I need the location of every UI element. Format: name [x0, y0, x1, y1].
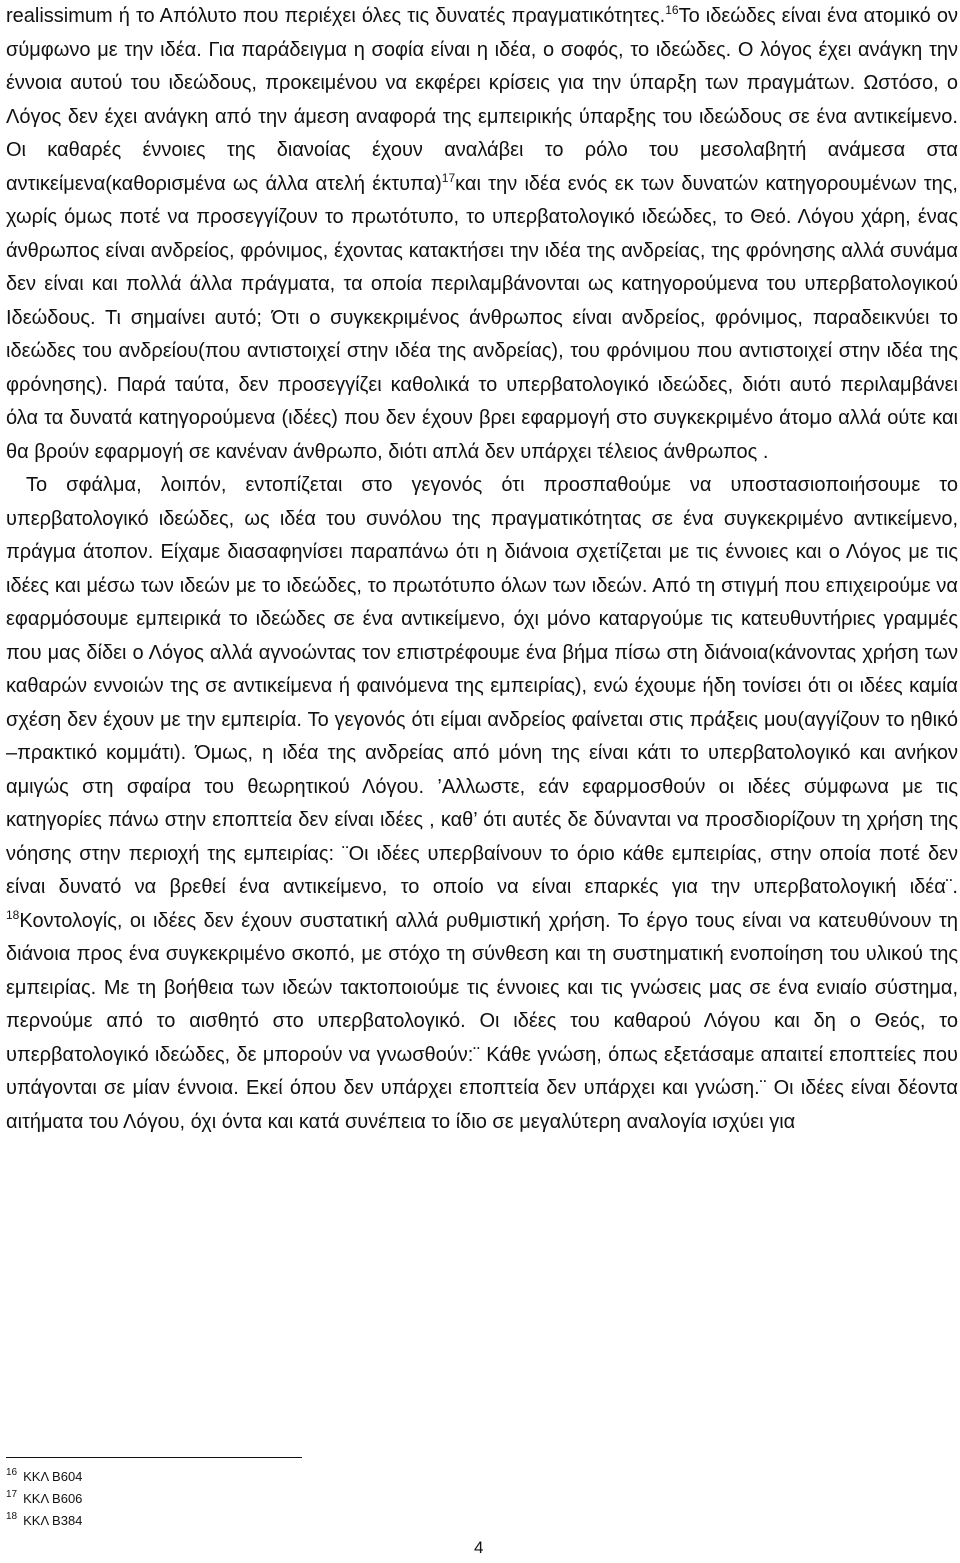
paragraph-2-text-b: Κοντολογίς, οι ιδέες δεν έχουν συστατική αλλά ρυθμιστική χρήση. Το έργο τους είναι να κατευθύνουν τη διάνοια προς ένα συγκεκριμένο σκοπό, με στόχο τη σύνθεση και τη συστηματική ενοποίηση του υλικού της εμπειρίας. Με τη βοήθεια των ιδεών τακτοποιούμε τις έννοιες και τις γνώσεις μας σε ένα ενιαίο σύστημα, περνούμε από το αισθητό στο υπερβατολογικό. Οι ιδέες του καθαρού Λόγου και δη ο Θεός, το υπερβατολογικό ιδεώδες, δε μπορούν να γνωσθούν:¨ Κάθε γνώση, όπως εξετάσαμε απαιτεί εποπτείες που υπάγονται σε μίαν έννοια. Εκεί όπου δεν υπάρχει εποπτεία δεν υπάρχει και γνώση.¨ Οι ιδέες είναι δέοντα αιτήματα του Λόγου, όχι όντα και κατά συνέπεια το ίδιο σε μεγαλύτερη αναλογία ισχύει για [6, 909, 958, 1133]
footnote-16 [6, 1466, 82, 1488]
footnote-ref-16: 16 [665, 3, 679, 17]
footnote-ref-18: 18 [6, 907, 20, 922]
footnote-ref-17: 17 [441, 170, 456, 185]
footnote-text: ΚΚΛ Β606 [23, 1491, 83, 1506]
paragraph-1 [6, 0, 958, 469]
footnotes [6, 1466, 82, 1532]
paragraph-1-text-c: και την ιδέα ενός εκ των δυνατών κατηγορουμένων της, χωρίς όμως ποτέ να προσεγγίζουν το πρωτότυπο, το υπερβατολογικό ιδεώδες, το Θεό. Λόγου χάρη, ένας άνθρωπος είναι ανδρείος, φρόνιμος, έχοντας κατακτήσει την ιδέα της ανδρείας, της φρόνησης αλλά συνάμα δεν είναι και πολλά άλλα πράγματα, τα οποία περιλαμβάνονται ως κατηγορούμενα του υπερβατολογικού Ιδεώδους. Τι σημαίνει αυτό; Ότι ο συγκεκριμένος άνθρωπος είναι ανδρείος, φρόνιμος, παραδεικνύει το ιδεώδες του ανδρείου(που αντιστοιχεί στην ιδέα της ανδρείας), του φρόνιμου που αντιστοιχεί στην ιδέα της φρόνησης). Παρά ταύτα, δεν προσεγγίζει καθολικά το υπερβατολογικό ιδεώδες, διότι αυτό περιλαμβάνει όλα τα δυνατά κατηγορούμενα (ιδέες) που δεν έχουν βρει εφαρμογή στο συγκεκριμένο άτομο αλλά ούτε και θα βρούν εφαρμογή σε κανέναν άνθρωπο, διότι απλά δεν υπάρχει τέλειος άνθρωπος . [6, 172, 958, 463]
page-number: 4 [474, 1538, 484, 1557]
footnote-17 [6, 1488, 82, 1510]
footnote-18 [6, 1510, 82, 1532]
footnote-number: 17 [6, 1489, 18, 1500]
footnote-number: 18 [6, 1511, 18, 1522]
paragraph-1-text-b: Το ιδεώδες είναι ένα ατομικό ον σύμφωνο με την ιδέα. Για παράδειγμα η σοφία είναι η ιδέα, ο σοφός, το ιδεώδες. Ο λόγος έχει ανάγκη την έννοια αυτού του ιδεώδους, προκειμένου να εκφέρει κρίσεις για την ύπαρξη των πραγμάτων. Ωστόσο, ο Λόγος δεν έχει ανάγκη από την άμεση αναφορά της εμπειρικής ύπαρξης του ιδεώδους σε ένα αντικείμενο. Οι καθαρές έννοιες της διανοίας έχουν αναλάβει το ρόλο του μεσολαβητή ανάμεσα στα αντικείμενα(καθορισμένα ως άλλα ατελή έκτυπα) [6, 5, 958, 195]
footnote-separator [6, 1457, 302, 1458]
body-text [6, 0, 958, 1139]
footnote-number: 16 [6, 1467, 18, 1478]
footnote-text: ΚΚΛ Β604 [23, 1469, 83, 1484]
paragraph-2-text-a: Το σφάλμα, λοιπόν, εντοπίζεται στο γεγονός ότι προσπαθούμε να υποστασιοποιήσουμε το υπερβατολογικό ιδεώδες, ως ιδέα του συνόλου της πραγματικότητας σε ένα συγκεκριμένο αντικείμενο, πράγμα άτοπον. Είχαμε διασαφηνίσει παραπάνω ότι η διάνοια σχετίζεται με τις έννοιες και ο Λόγος με τις ιδέες και μέσω των ιδεών με το ιδεώδες, το πρωτότυπο όλων των ιδεών. Από τη στιγμή που επιχειρούμε να εφαρμόσουμε εμπειρικά το ιδεώδες σε ένα αντικείμενο, όχι μόνο καταργούμε τις κατευθυντήριες γραμμές που μας δίδει ο Λόγος αλλά αγνοώντας τον επιστρέφουμε ένα βήμα πίσω στη διάνοια(κάνοντας χρήση των καθαρών εννοιών της σε αντικείμενα ή φαινόμενα της εμπειρίας), ενώ έχουμε ήδη τονίσει ότι οι ιδέες καμία σχέση δεν έχουν με την εμπειρία. Το γεγονός ότι είμαι ανδρείος φαίνεται στις πράξεις μου(αγγίζουν το ηθικό –πρακτικό κομμάτι). Όμως, η ιδέα της ανδρείας από μόνη της είναι κάτι το υπερβατολογικό και ανήκον αμιγώς στη σφαίρα του θεωρητικού Λόγου. ’Αλλωστε, εάν εφαρμοσθούν οι ιδέες σύμφωνα με τις κατηγορίες πάνω στην εποπτεία δεν είναι ιδέες , καθ’ ότι αυτές δε δύνανται να προσδιορίζουν τη χρήση της νόησης στην περιοχή της εμπειρίας: ¨Οι ιδέες υπερβαίνουν το όριο κάθε εμπειρίας, στην οποία ποτέ δεν είναι δυνατό να βρεθεί ένα αντικείμενο, το οποίο να είναι επαρκές για την υπερβατολογική ιδέα¨. [6, 474, 958, 898]
footnote-text: ΚΚΛ Β384 [23, 1513, 83, 1528]
paragraph-1-text-a: realissimum ή το Απόλυτο που περιέχει όλες τις δυνατές πραγματικότητες. [6, 5, 666, 27]
paragraph-2 [6, 469, 958, 1139]
